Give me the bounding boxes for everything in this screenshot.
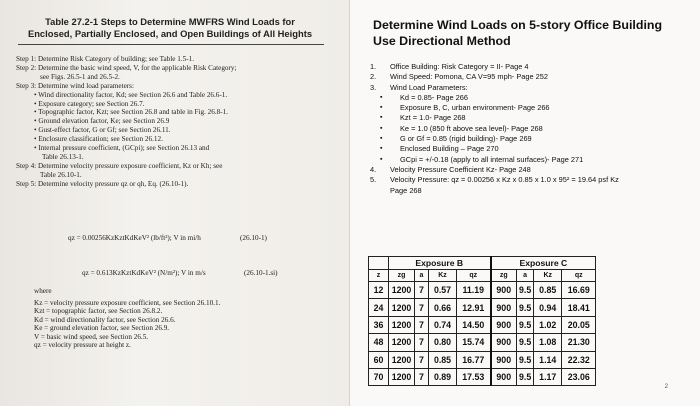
definition-line: Kz = velocity pressure exposure coefficient, see Section 26.10.1.	[34, 299, 221, 307]
table-cell: 0.57	[429, 282, 457, 299]
bullet-dot-icon: ▪	[380, 104, 383, 112]
equation-imperial-number: (26.10-1)	[240, 234, 267, 242]
table-cell: 12	[369, 282, 389, 299]
table-cell: 16.77	[457, 351, 491, 368]
bullet-item	[370, 113, 695, 123]
table-cell: 36	[369, 316, 389, 333]
table-cell: 1200	[389, 368, 415, 385]
table-group-header	[369, 257, 596, 270]
bullet-dot-icon: ▪	[380, 155, 383, 163]
kz-qz-table	[368, 256, 596, 386]
table-cell: 0.74	[429, 316, 457, 333]
step-line: • Wind directionality factor, Kd; see Section 26.6 and Table 26.6-1.	[34, 90, 228, 99]
table-cell: 12.91	[457, 299, 491, 316]
table-cell: 7	[415, 299, 429, 316]
velocity-pressure-table	[368, 256, 596, 386]
table-cell: 18.41	[562, 299, 596, 316]
column-header: Kz	[534, 270, 562, 282]
equation-imperial: qz = 0.00256KzKztKdKeV² (lb/ft²); V in mi/h	[68, 234, 201, 242]
step-line: Step 5: Determine velocity pressure qz or qh, Eq. (26.10-1).	[16, 179, 189, 188]
item-text: Office Building: Risk Category = II- Page 4	[390, 62, 529, 71]
table-cell: 7	[415, 316, 429, 333]
table-cell: 9.5	[517, 316, 534, 333]
table-cell: 1200	[389, 351, 415, 368]
item-text: Page 268	[390, 185, 422, 195]
bullet-item	[370, 93, 695, 103]
table-cell: 15.74	[457, 334, 491, 351]
step-line: • Exposure category; see Section 26.7.	[34, 99, 145, 108]
table-cell: 900	[491, 351, 517, 368]
numbered-item	[370, 83, 695, 93]
definition-line: Kd = wind directionality factor, see Section 26.6.	[34, 315, 176, 324]
step-line: Step 4: Determine velocity pressure exposure coefficient, Kz or Kh; see	[16, 161, 223, 170]
table-cell: 0.80	[429, 334, 457, 351]
column-header: a	[415, 270, 429, 282]
bullet-dot-icon: ▪	[380, 135, 383, 143]
table-row	[369, 334, 596, 351]
table-cell: 60	[369, 351, 389, 368]
column-header: a	[517, 270, 534, 282]
table-body	[369, 282, 596, 386]
title-rule	[18, 44, 324, 45]
table-cell: 1200	[389, 334, 415, 351]
item-text: Ke = 1.0 (850 ft above sea level)- Page 268	[400, 123, 543, 133]
definition-line: Ke = ground elevation factor, see Section 26.9.	[34, 324, 170, 333]
item-number: 5.	[370, 175, 377, 185]
table-cell: 14.50	[457, 316, 491, 333]
bullet-item	[370, 144, 695, 154]
table-cell: 1.08	[534, 334, 562, 351]
variable-definitions	[34, 299, 314, 349]
table-cell: 9.5	[517, 299, 534, 316]
table-cell: 1.17	[534, 368, 562, 385]
column-header: zg	[389, 270, 415, 282]
table-cell: 900	[491, 299, 517, 316]
table-cell: 20.05	[562, 316, 596, 333]
item-text: Velocity Pressure: qz = 0.00256 x Kz x 0.85 x 1.0 x 95² = 19.64 psf Kz	[390, 175, 619, 185]
table-cell: 9.5	[517, 282, 534, 299]
item-number: 2.	[370, 72, 377, 82]
bullet-item	[370, 134, 695, 144]
step-line: • Internal pressure coefficient, (GCpi); see Section 26.13 and	[34, 144, 210, 153]
step-line: see Figs. 26.5-1 and 26.5-2.	[40, 72, 120, 81]
continued-item	[370, 186, 695, 196]
table-cell: 9.5	[517, 368, 534, 385]
step-line: Step 3: Determine wind load parameters:	[16, 81, 134, 90]
table-cell: 900	[491, 368, 517, 385]
procedure-list	[370, 62, 695, 196]
step-line: • Enclosure classification; see Section 26.12.	[34, 135, 163, 144]
page-title: Determine Wind Loads on 5-story Office Building Use Directional Method	[373, 18, 663, 48]
table-cell: 23.06	[562, 368, 596, 385]
item-number: 4.	[370, 164, 377, 174]
table-cell: 0.89	[429, 368, 457, 385]
step-line: • Topographic factor, Kzt; see Section 26.8 and table in Fig. 26.8-1.	[34, 108, 229, 117]
bullet-dot-icon: ▪	[380, 114, 383, 122]
table-cell: 11.19	[457, 282, 491, 299]
item-text: Kd = 0.85- Page 266	[400, 92, 469, 102]
definition-line: qz = velocity pressure at height z.	[34, 341, 131, 350]
column-header: Kz	[429, 270, 457, 282]
table-cell: 9.5	[517, 334, 534, 351]
equation-si: qz = 0.613KzKztKdKeV² (N/m²); V in m/s	[82, 269, 206, 277]
table-cell: 1200	[389, 316, 415, 333]
step-line: Step 1: Determine Risk Category of building; see Table 1.5-1.	[16, 55, 195, 63]
table-cell: 1.14	[534, 351, 562, 368]
bullet-dot-icon: ▪	[380, 124, 383, 132]
definition-line: V = basic wind speed, see Section 26.5.	[34, 332, 149, 341]
table-cell: 0.66	[429, 299, 457, 316]
table-cell: 900	[491, 334, 517, 351]
column-header: qz	[562, 270, 596, 282]
exposure-c-header: Exposure C	[491, 257, 596, 270]
table-cell: 0.85	[429, 351, 457, 368]
table-cell: 16.69	[562, 282, 596, 299]
step-line: Step 2: Determine the basic wind speed, V, for the applicable Risk Category;	[16, 63, 237, 72]
item-text: G or Gf = 0.85 (rigid building)- Page 269	[400, 134, 532, 144]
table-title: Table 27.2-1 Steps to Determine MWFRS Wind Loads for Enclosed, Partially Enclosed, and Open Buildings of All Heights	[27, 16, 313, 39]
numbered-item	[370, 72, 695, 82]
table-cell: 0.85	[534, 282, 562, 299]
table-cell: 1200	[389, 282, 415, 299]
bullet-item	[370, 124, 695, 134]
numbered-item	[370, 62, 695, 72]
table-row	[369, 368, 596, 385]
table-cell: 24	[369, 299, 389, 316]
exposure-b-header: Exposure B	[389, 257, 491, 270]
table-cell: 9.5	[517, 351, 534, 368]
table-cell: 7	[415, 282, 429, 299]
table-row	[369, 351, 596, 368]
bullet-dot-icon: ▪	[380, 145, 383, 153]
item-text: Wind Speed: Pomona, CA V=95 mph- Page 252	[390, 72, 548, 82]
item-number: 1.	[370, 62, 377, 71]
table-cell: 7	[415, 351, 429, 368]
bullet-item	[370, 103, 695, 113]
numbered-item	[370, 175, 695, 185]
bullet-dot-icon: ▪	[380, 93, 383, 101]
numbered-item	[370, 165, 695, 175]
equation-si-number: (26.10-1.si)	[244, 269, 278, 277]
item-text: Wind Load Parameters:	[390, 82, 468, 92]
where-label: where	[34, 287, 52, 295]
step-line: Table 26.10-1.	[40, 170, 82, 179]
table-cell: 17.53	[457, 368, 491, 385]
item-text: GCpi = +/-0.18 (apply to all internal surfaces)- Page 271	[400, 154, 584, 164]
table-row	[369, 299, 596, 316]
item-text: Kzt = 1.0- Page 268	[400, 113, 466, 123]
table-column-headers	[369, 270, 596, 282]
table-cell: 0.94	[534, 299, 562, 316]
column-header: qz	[457, 270, 491, 282]
definition-line: Kzt = topographic factor, see Section 26.8.2.	[34, 307, 163, 316]
item-number: 3.	[370, 82, 377, 92]
page-number: 2	[664, 384, 668, 390]
table-cell: 22.32	[562, 351, 596, 368]
table-cell: 48	[369, 334, 389, 351]
table-cell: 900	[491, 316, 517, 333]
item-text: Enclosed Building – Page 270	[400, 144, 499, 154]
item-text: Velocity Pressure Coefficient Kz- Page 248	[390, 164, 531, 174]
bullet-item	[370, 155, 695, 165]
table-cell: 900	[491, 282, 517, 299]
column-header: z	[369, 270, 389, 282]
table-row	[369, 282, 596, 299]
item-text: Exposure B, C, urban environment- Page 266	[400, 103, 550, 113]
step-line: • Ground elevation factor, Ke; see Section 26.9	[34, 117, 170, 126]
step-line: Table 26.13-1.	[42, 152, 84, 161]
step-line: • Gust-effect factor, G or Gf; see Section 26.11.	[34, 126, 171, 135]
table-row	[369, 316, 596, 333]
table-cell: 21.30	[562, 334, 596, 351]
steps-list	[16, 55, 336, 189]
column-header: zg	[491, 270, 517, 282]
table-cell: 70	[369, 368, 389, 385]
table-cell: 7	[415, 334, 429, 351]
table-cell: 1200	[389, 299, 415, 316]
table-cell: 7	[415, 368, 429, 385]
table-cell: 1.02	[534, 316, 562, 333]
